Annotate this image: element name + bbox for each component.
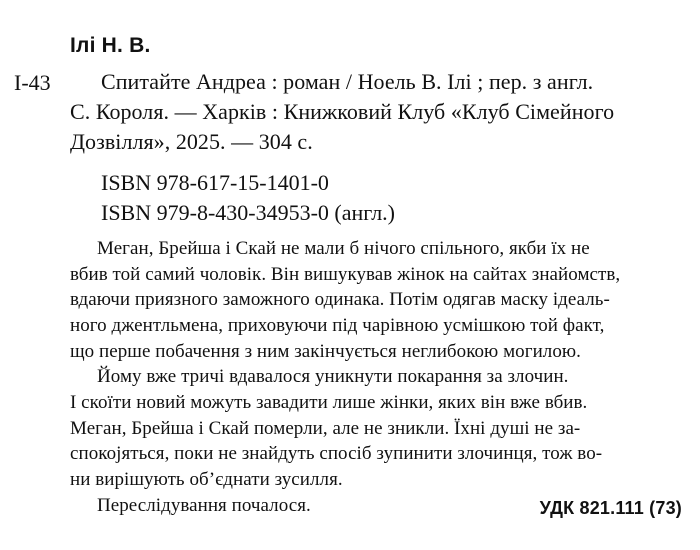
udc-code: УДК 821.111 (73) bbox=[539, 498, 682, 518]
bibliography-line: С. Короля. — Харків : Книжковий Клуб «Клуб Сімейного bbox=[70, 99, 615, 124]
annotation-line: Меган, Брейша і Скай не мали б нічого спільного, якби їх не bbox=[97, 238, 590, 259]
isbn-secondary: ISBN 979-8-430-34953-0 (англ.) bbox=[101, 200, 396, 225]
annotation-line: що перше побачення з ним закінчується неглибокою могилою. bbox=[70, 341, 581, 362]
annotation-line: вдаючи приязного заможного одинака. Потім одягав маску ідеаль- bbox=[70, 289, 610, 310]
isbn-primary: ISBN 978-617-15-1401-0 bbox=[101, 170, 329, 195]
annotation-line: ного джентльмена, приховуючи під чарівною усмішкою той факт, bbox=[70, 315, 605, 336]
annotation-line: І скоїти новий можуть завадити лише жінки, яких він вже вбив. bbox=[70, 392, 588, 413]
annotation-line: спокојяться, поки не знайдуть спосіб зупинити злочинця, тож во- bbox=[70, 443, 603, 464]
annotation-line: вбив той самий чоловік. Він вишукував жінок на сайтах знайомств, bbox=[70, 264, 621, 285]
annotation-line: ни вирішують об’єднати зусилля. bbox=[70, 469, 343, 490]
catalog-code: І-43 bbox=[14, 70, 51, 95]
author-name: Ілі Н. В. bbox=[70, 34, 151, 57]
annotation-line: Переслідування почалося. bbox=[97, 495, 311, 516]
bibliography-line: Дозвілля», 2025. — 304 с. bbox=[70, 129, 313, 154]
bibliography-line: Спитайте Андреа : роман / Ноель В. Ілі ; пер. з англ. bbox=[101, 69, 594, 94]
annotation-line: Меган, Брейша і Скай померли, але не зникли. Їхні душі не за- bbox=[70, 418, 581, 439]
annotation-line: Йому вже тричі вдавалося уникнути покарання за злочин. bbox=[97, 366, 569, 387]
